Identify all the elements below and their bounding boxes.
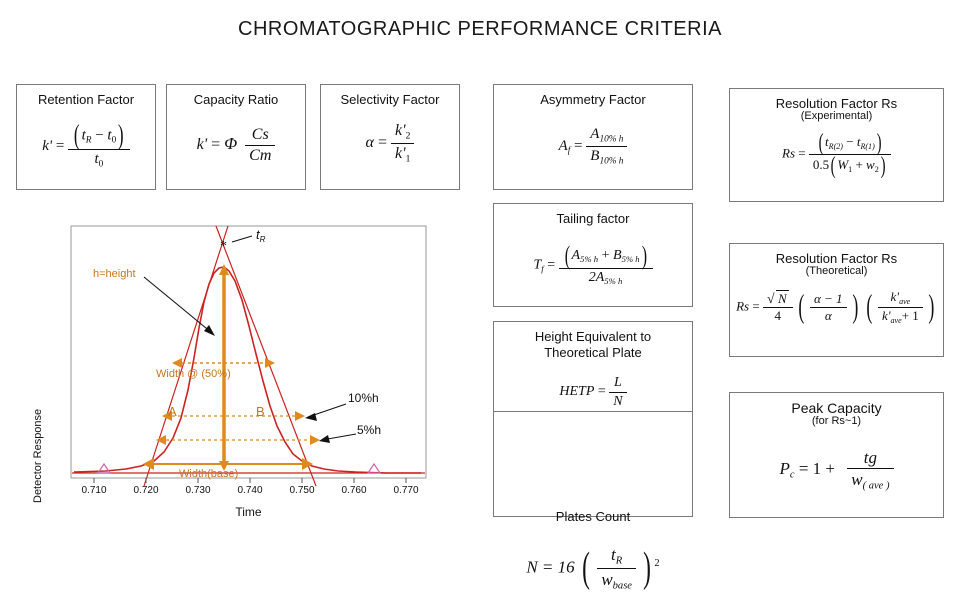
w2-subscript: 2 — [874, 165, 879, 175]
2A-term: 2A — [588, 269, 605, 285]
xtick-label-0: 0.710 — [81, 485, 107, 496]
xtick-label-5: 0.760 — [341, 485, 367, 496]
tailing-factor-title: Tailing factor — [556, 211, 630, 226]
Rs-symbol: Rs — [782, 145, 795, 161]
T-f-subscript: f — [541, 263, 544, 274]
plus: + — [598, 248, 614, 264]
box-retention-factor — [16, 84, 156, 190]
paren-open-2: ( — [866, 288, 873, 325]
subscript-5h: 5% h — [604, 275, 623, 286]
sqrt-N: N — [777, 290, 787, 306]
selectivity-factor-formula — [321, 121, 459, 166]
equals-sign: = — [547, 257, 559, 273]
retention-factor-title: Retention Factor — [37, 92, 135, 107]
chromatogram-chart — [16, 218, 456, 528]
k-prime: k' — [394, 144, 406, 162]
tg-term: tg — [847, 447, 893, 469]
y-axis-label: Detector Response — [32, 408, 44, 503]
box-capacity-ratio — [166, 84, 306, 190]
paren-close: ) — [118, 120, 124, 151]
equals-sign: = — [55, 138, 69, 155]
numerator — [597, 544, 636, 569]
t-R-subscript: R — [85, 135, 92, 146]
width-base-label: Width(base) — [179, 468, 239, 480]
A-f: A — [558, 137, 568, 154]
exponent-2: 2 — [654, 558, 660, 570]
denominator — [878, 308, 923, 326]
equals-sign: = — [752, 298, 763, 314]
paren-open: ( — [818, 129, 824, 156]
paren-close: ) — [880, 152, 886, 180]
paren-open: ( — [564, 240, 570, 270]
denominator — [559, 269, 653, 287]
retention-factor-formula — [17, 120, 155, 171]
paren-close: ) — [643, 544, 652, 592]
paren-close-2: ) — [928, 288, 935, 325]
height-label: h=height — [93, 268, 136, 280]
t-R2-subscript: R(2) — [828, 141, 843, 151]
box-selectivity-factor — [320, 84, 460, 190]
A-subscript-5h: 5% h — [580, 254, 599, 265]
minus: − — [842, 134, 857, 150]
pct5h-label: 5%h — [357, 423, 382, 437]
tailing-factor-formula — [494, 240, 692, 287]
k-prime-symbol: k' — [42, 138, 53, 155]
equals-sign: = — [377, 134, 391, 152]
chart-svg — [16, 218, 456, 528]
t-R1-subscript: R(1) — [860, 141, 875, 151]
subscript-1: 1 — [405, 153, 411, 165]
peak-capacity-formula — [730, 447, 943, 493]
alpha: α — [824, 307, 832, 323]
resolution-experimental-sub: (Experimental) — [800, 110, 873, 122]
hetp-symbol: HETP — [559, 384, 595, 400]
resolution-theoretical-title: Resolution Factor Rs — [775, 251, 898, 266]
box-tailing-factor — [493, 203, 693, 307]
peak-area-a-label: A — [168, 404, 177, 419]
B-term: B — [590, 147, 600, 164]
asymmetry-factor-formula — [494, 125, 692, 168]
t-0-subscript: 0 — [111, 135, 117, 146]
T-f: T — [533, 257, 542, 273]
tR-marker: * — [220, 239, 227, 254]
numerator — [586, 125, 627, 147]
A-term: A — [590, 126, 600, 142]
tR-subscript: R — [259, 234, 266, 244]
equals-sign: = — [211, 136, 225, 154]
denominator — [391, 144, 414, 166]
paren-open: ( — [73, 120, 80, 151]
numerator — [391, 121, 414, 144]
peak-capacity-sub: (for Rs~1) — [811, 415, 862, 427]
paren-open-1: ( — [798, 288, 805, 325]
Rs-symbol: Rs — [736, 298, 750, 314]
k-ave-subscript: ave — [899, 296, 911, 306]
k-prime: k' — [394, 122, 406, 139]
subscript-2: 2 — [405, 130, 411, 142]
paren-close-1: ) — [852, 288, 859, 325]
denominator — [847, 469, 893, 493]
x-axis-label: Time — [235, 505, 262, 519]
numerator — [878, 289, 923, 308]
minus: − — [91, 127, 108, 144]
hetp-plates-divider — [494, 411, 692, 412]
xtick-label-4: 0.750 — [289, 485, 315, 496]
plus-one: + 1 — [901, 307, 919, 323]
cm-term: Cm — [249, 147, 272, 164]
box-peak-capacity — [729, 392, 944, 518]
t-R: t — [611, 545, 616, 565]
t-0-den: t — [94, 150, 99, 167]
xtick-label-1: 0.720 — [133, 485, 159, 496]
hetp-title: Height Equivalent to Theoretical Plate — [534, 329, 652, 360]
tR-text: t — [256, 227, 260, 242]
A-subscript-10h: 10% h — [599, 134, 624, 145]
xtick-label-6: 0.770 — [393, 485, 419, 496]
hetp-formula — [494, 374, 692, 410]
t-R1: t — [856, 134, 861, 150]
B-subscript-5h: 5% h — [621, 254, 640, 265]
A-term: A — [571, 248, 581, 264]
numerator — [559, 240, 653, 270]
N-term: N — [613, 393, 623, 409]
box-asymmetry-factor — [493, 84, 693, 190]
t-0-den-subscript: 0 — [98, 158, 104, 169]
four: 4 — [774, 307, 782, 323]
denominator — [586, 147, 627, 168]
denominator — [597, 569, 636, 593]
t-0: t — [107, 127, 112, 144]
W1: W — [837, 157, 849, 173]
denominator — [68, 150, 130, 171]
peak-capacity-title: Peak Capacity — [791, 400, 882, 416]
resolution-experimental-formula — [730, 129, 943, 180]
w-ave-subscript: ( ave ) — [862, 480, 890, 492]
equals-sign: = — [574, 137, 587, 154]
xtick-label-2: 0.730 — [185, 485, 211, 496]
plates-count-formula — [494, 544, 692, 593]
width50-label: Width @ (50%) — [156, 368, 231, 380]
paren-open: ( — [582, 544, 590, 592]
plates-count-title: Plates Count — [555, 509, 631, 525]
numerator — [809, 129, 891, 156]
asymmetry-factor-title: Asymmetry Factor — [540, 92, 646, 107]
peak-area-b-label: B — [256, 404, 265, 419]
xtick-label-3: 0.740 — [237, 485, 263, 496]
B-subscript-10h: 10% h — [599, 156, 624, 167]
cs-term: Cs — [245, 125, 275, 146]
w2: w — [866, 157, 875, 173]
denominator — [809, 152, 891, 180]
capacity-ratio-title: Capacity Ratio — [193, 92, 279, 107]
A-f-subscript: f — [567, 146, 571, 157]
page-title: CHROMATOGRAPHIC PERFORMANCE CRITERIA — [238, 18, 722, 40]
t-R2: t — [825, 134, 829, 150]
w-base: w — [601, 570, 613, 590]
phi-symbol: Φ — [224, 134, 238, 154]
t-R: t — [81, 127, 86, 144]
equals-one-plus: = 1 + — [798, 458, 835, 478]
Pc-subscript: c — [789, 469, 795, 481]
resolution-experimental-title: Resolution Factor Rs — [775, 96, 898, 111]
Pc-symbol: P — [779, 458, 790, 478]
B-term: B — [613, 248, 622, 264]
box-resolution-experimental — [729, 88, 944, 202]
N-equals-16: N = 16 — [526, 557, 575, 577]
w-ave: w — [851, 470, 863, 490]
numerator — [763, 291, 793, 308]
alpha-minus-1: α − 1 — [810, 291, 847, 308]
selectivity-factor-title: Selectivity Factor — [340, 92, 440, 107]
plus: + — [852, 157, 867, 173]
box-hetp-plates — [493, 321, 693, 592]
paren-open: ( — [830, 152, 836, 180]
plot-frame — [71, 226, 426, 478]
equals-sign: = — [597, 384, 610, 400]
denominator — [763, 308, 793, 324]
resolution-theoretical-sub: (Theoretical) — [805, 265, 868, 277]
capacity-ratio-formula — [167, 125, 305, 166]
w-base-subscript: base — [612, 580, 632, 592]
paren-close: ) — [641, 240, 647, 270]
L-term: L — [609, 374, 626, 393]
equals-sign: = — [798, 145, 809, 161]
k-prime: k' — [881, 307, 891, 323]
paren-close: ) — [876, 129, 882, 156]
W1-subscript: 1 — [848, 165, 853, 175]
k-prime-symbol: k' — [196, 136, 208, 154]
k-ave-subscript: ave — [890, 315, 902, 325]
half-coefficient: 0.5 — [812, 157, 830, 173]
alpha-symbol: α — [365, 134, 374, 152]
pct10h-label: 10%h — [348, 391, 379, 405]
tR-label — [256, 227, 265, 244]
t-R-subscript: R — [615, 555, 623, 567]
k-prime: k' — [890, 289, 900, 304]
box-resolution-theoretical — [729, 243, 944, 357]
numerator — [68, 120, 130, 151]
resolution-theoretical-formula — [730, 289, 943, 326]
